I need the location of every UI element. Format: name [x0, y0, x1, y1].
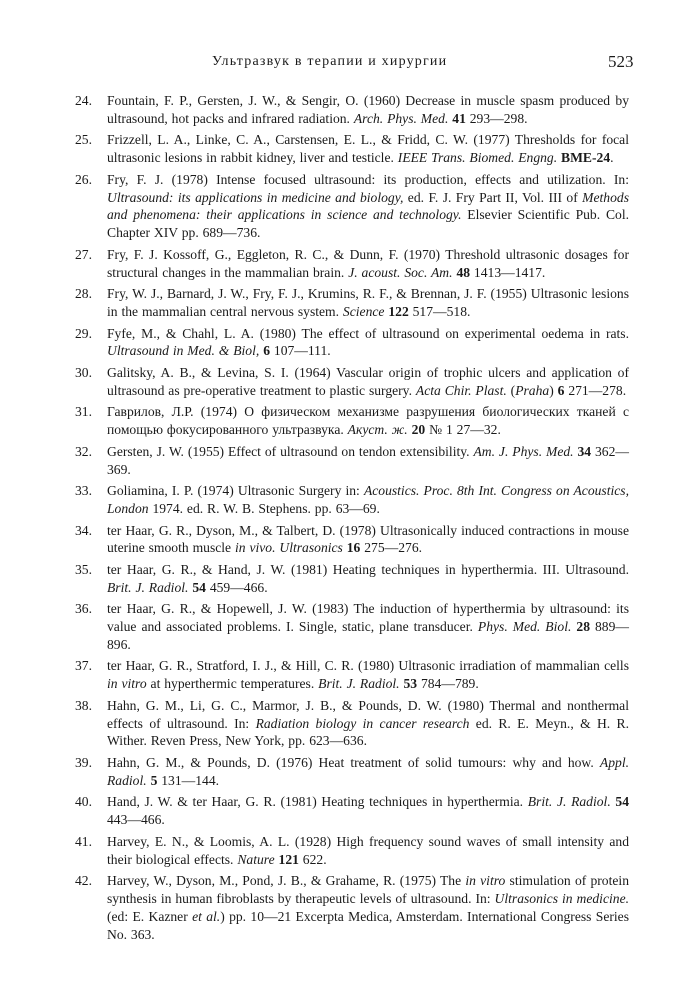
- bold-volume: 121: [278, 851, 299, 867]
- text-run: Harvey, W., Dyson, M., Pond, J. B., & Grahame, R. (1975) The: [107, 873, 466, 889]
- reference-number: 35.: [75, 561, 92, 577]
- reference-entry: [75, 171, 629, 246]
- text-run: Galitsky, A. B., & Levina, S. I. (1964) Vascular origin of trophic ulcers and application of ultrasound as pre-operative treatment to plastic surgery.: [107, 364, 629, 398]
- bold-volume: 34: [577, 443, 592, 459]
- reference-list: [0, 92, 688, 947]
- italic-text: Brit. J. Radiol.: [318, 676, 400, 692]
- bold-volume: 20: [411, 422, 426, 438]
- reference-number: 32.: [75, 443, 92, 459]
- text-run: 517—518.: [408, 303, 471, 319]
- reference-text: [107, 443, 629, 479]
- bold-volume: 6: [263, 343, 270, 359]
- reference-number: 39.: [75, 755, 92, 771]
- reference-text: [107, 657, 629, 693]
- reference-text: [107, 522, 629, 558]
- italic-text: Methods and phenomena: their applications in science and technology.: [107, 189, 629, 223]
- reference-text: [107, 403, 629, 439]
- reference-entry: [75, 697, 630, 754]
- italic-text: Appl. Radiol.: [107, 755, 629, 788]
- reference-number: 28.: [75, 286, 92, 302]
- text-run: Gersten, J. W. (1955) Effect of ultrasound on tendon extensibility.: [107, 443, 474, 459]
- text-run: Гаврилов, Л.Р. (1974) О физическом механизме разрушения биологических тканей с помощью фокусированного ультразвука.: [107, 404, 629, 438]
- text-run: 459—466.: [205, 579, 268, 595]
- reference-entry: [75, 872, 629, 947]
- text-run: Elsevier Scientific Pub. Col. Chapter XIV pp. 689—736.: [107, 207, 629, 241]
- reference-entry: [75, 482, 629, 521]
- bold-volume: 53: [403, 676, 418, 692]
- reference-entry: [75, 600, 629, 657]
- text-run: Hahn, G. M., Li, G. C., Marmor, J. B., & Pounds, D. W. (1980) Thermal and nonthermal effects of ultrasound. In:: [107, 697, 629, 731]
- reference-number: 31.: [75, 404, 92, 420]
- reference-text: [107, 246, 629, 282]
- reference-text: [107, 171, 629, 242]
- text-run: Goliamina, I. P. (1974) Ultrasonic Surgery in:: [107, 483, 364, 499]
- text-run: Fry, F. J. (1978) Intense focused ultrasound: its production, effects and utilization. In:: [107, 171, 629, 187]
- reference-entry: [75, 522, 629, 561]
- italic-text: Brit. J. Radiol.: [527, 794, 611, 810]
- text-run: Hand, J. W. & ter Haar, G. R. (1981) Heating techniques in hyperthermia.: [107, 794, 528, 810]
- italic-text: in vitro: [107, 676, 147, 692]
- bold-volume: 41: [452, 110, 466, 126]
- text-run: 275—276.: [360, 540, 423, 556]
- text-run: ed. F. J. Fry Part II, Vol. III of: [403, 189, 583, 205]
- reference-entry: [75, 833, 629, 872]
- text-run: 443—466.: [107, 812, 165, 828]
- italic-text: Nature: [237, 851, 275, 867]
- text-run: ed. R. E. Meyn., & H. R. Wither. Reven Press, New York, pp. 623—636.: [107, 715, 630, 749]
- italic-text: IEEE Trans. Biomed. Engng.: [397, 150, 558, 166]
- text-run: ter Haar, G. R., Dyson, M., & Talbert, D. (1978) Ultrasonically induced contractions in mouse uterine smooth muscle: [107, 522, 629, 556]
- text-run: Fyfe, M., & Chahl, L. A. (1980) The effect of ultrasound on experimental oedema in rats.: [107, 325, 629, 341]
- reference-text: [107, 600, 629, 653]
- reference-entry: [75, 246, 629, 285]
- italic-text: Ultrasound: its applications in medicine and biology,: [107, 189, 404, 205]
- text-run: ) pp. 10—21 Excerpta Medica, Amsterdam. International Congress Series No. 363.: [107, 908, 629, 942]
- reference-entry: [75, 403, 629, 442]
- text-run: 1974. ed. R. W. B. Stephens. pp. 63—69.: [148, 500, 380, 516]
- reference-text: [107, 364, 629, 400]
- italic-text: Ultrasonics in medicine.: [494, 891, 629, 907]
- bold-volume: 6: [557, 382, 565, 398]
- italic-text: in vitro: [465, 873, 506, 889]
- italic-text: Phys. Med. Biol.: [477, 619, 572, 635]
- reference-number: 27.: [75, 246, 92, 262]
- bold-volume: 54: [615, 794, 630, 810]
- reference-entry: [75, 285, 629, 324]
- reference-text: [107, 92, 629, 128]
- text-run: 293—298.: [465, 110, 528, 126]
- bold-volume: 16: [346, 540, 361, 556]
- bold-volume: 5: [150, 772, 158, 788]
- italic-text: Arch. Phys. Med.: [353, 110, 449, 126]
- reference-number: 34.: [75, 522, 92, 538]
- bold-volume: 54: [192, 579, 206, 595]
- text-run: 889—896.: [107, 619, 629, 652]
- reference-text: [107, 561, 629, 597]
- reference-entry: [75, 131, 629, 170]
- reference-entry: [75, 793, 630, 832]
- text-run: Fry, W. J., Barnard, J. W., Fry, F. J., Krumins, R. F., & Brennan, J. F. (1955) Ultrasonic lesions in the mammalian central nervous system.: [107, 286, 629, 319]
- text-run: stimulation of protein synthesis in human fibroblasts by therapeutic levels of ultrasound. In:: [107, 873, 629, 907]
- reference-text: [107, 754, 629, 790]
- text-run: 107—111.: [270, 343, 331, 359]
- reference-entry: [75, 754, 629, 793]
- bold-volume: 28: [576, 619, 590, 635]
- italic-text: Radiation biology in cancer research: [255, 715, 470, 731]
- reference-number: 36.: [75, 601, 92, 617]
- running-header: [0, 52, 688, 76]
- reference-number: 25.: [75, 132, 92, 148]
- text-run: Harvey, E. N., & Loomis, A. L. (1928) High frequency sound waves of small intensity and their biological effects.: [107, 833, 629, 867]
- text-run: 1413—1417.: [470, 264, 546, 280]
- text-run: (ed: E. Kazner: [107, 908, 193, 924]
- text-run: at hyperthermic temperatures.: [146, 676, 319, 692]
- italic-text: Science: [342, 303, 385, 319]
- reference-text: [107, 833, 629, 869]
- text-run: ter Haar, G. R., & Hand, J. W. (1981) Heating techniques in hyperthermia. III. Ultrasound.: [107, 561, 629, 577]
- running-title: Ультразвук в терапии и хирургии: [212, 54, 448, 69]
- page-number: 523: [608, 52, 634, 71]
- text-run: 131—144.: [157, 772, 220, 788]
- reference-text: [107, 285, 629, 321]
- reference-entry: [75, 325, 629, 364]
- reference-text: [107, 697, 629, 750]
- reference-number: 38.: [75, 697, 92, 713]
- reference-number: 41.: [75, 833, 92, 849]
- text-run: 784—789.: [417, 676, 479, 692]
- reference-entry: [75, 657, 629, 696]
- italic-text: Акуст. ж.: [347, 422, 408, 438]
- reference-entry: [75, 364, 629, 403]
- reference-number: 29.: [75, 325, 92, 341]
- reference-number: 37.: [75, 658, 92, 674]
- reference-number: 24.: [75, 93, 92, 108]
- text-run: 271—278.: [564, 382, 627, 398]
- bold-volume: 48: [456, 264, 471, 280]
- reference-entry: [75, 443, 629, 482]
- reference-text: [107, 131, 629, 167]
- reference-number: 26.: [75, 171, 92, 187]
- italic-text: Praha: [515, 382, 550, 398]
- reference-number: 42.: [75, 873, 92, 889]
- bold-volume: 122: [388, 303, 409, 319]
- reference-number: 30.: [75, 364, 92, 380]
- italic-text: Acoustics. Proc. 8th Int. Congress on Acoustics, London: [107, 483, 629, 516]
- reference-number: 40.: [75, 794, 92, 810]
- text-run: Fry, F. J. Kossoff, G., Eggleton, R. C., & Dunn, F. (1970) Threshold ultrasonic dosages for structural changes in the mammalian brain.: [107, 246, 629, 280]
- reference-text: [107, 482, 629, 518]
- italic-text: in vivo. Ultrasonics: [234, 540, 343, 556]
- text-run: 362—369.: [107, 443, 629, 477]
- text-run: ter Haar, G. R., Stratford, I. J., & Hill, C. R. (1980) Ultrasonic irradiation of mammalian cells: [107, 658, 629, 674]
- text-run: 622.: [298, 851, 327, 867]
- italic-text: et al.: [192, 908, 221, 924]
- text-run: Fountain, F. P., Gersten, J. W., & Sengir, O. (1960) Decrease in muscle spasm produced by ultrasound, hot packs and infrared radiation.: [107, 93, 629, 126]
- italic-text: Acta Chir. Plast.: [415, 382, 507, 398]
- reference-text: [107, 793, 629, 829]
- text-run: ): [549, 382, 558, 398]
- italic-text: Am. J. Phys. Med.: [473, 443, 574, 459]
- reference-entry: [75, 92, 629, 131]
- text-run: Hahn, G. M., & Pounds, D. (1976) Heat treatment of solid tumours: why and how.: [107, 755, 600, 771]
- reference-text: [107, 325, 629, 361]
- text-run: (: [506, 382, 516, 398]
- text-run: ter Haar, G. R., & Hopewell, J. W. (1983) The induction of hyperthermia by ultrasound: its value and associated problems. I. Single, static, plane transducer.: [107, 601, 629, 635]
- italic-text: Ultrasound in Med. & Biol,: [107, 343, 260, 359]
- text-run: № 1 27—32.: [425, 422, 501, 438]
- text-run: .: [610, 150, 614, 166]
- text-run: Frizzell, L. A., Linke, C. A., Carstensen, E. L., & Fridd, C. W. (1977) Thresholds for focal ultrasonic lesions in rabbit kidney, liver and testicle.: [107, 132, 629, 166]
- bold-volume: BME-24: [561, 150, 611, 166]
- italic-text: Brit. J. Radiol.: [107, 579, 189, 595]
- reference-entry: [75, 561, 629, 600]
- reference-number: 33.: [75, 483, 92, 499]
- italic-text: J. acoust. Soc. Am.: [348, 264, 453, 280]
- reference-text: [107, 872, 629, 943]
